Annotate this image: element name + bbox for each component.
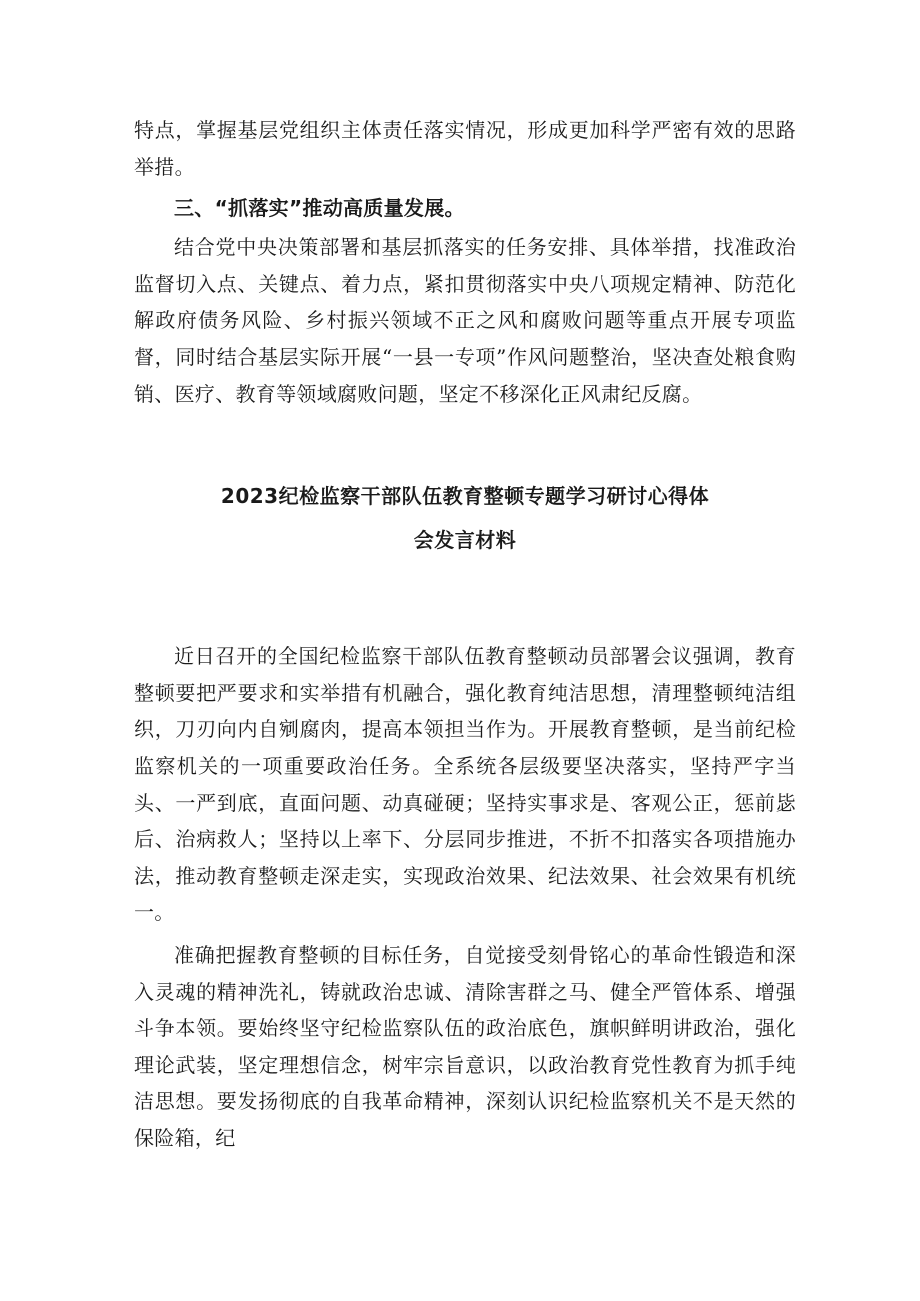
document-title — [134, 474, 796, 562]
document-title-line-1: 2023纪检监察干部队伍教育整顿专题学习研讨心得体 — [220, 484, 710, 509]
section-paragraph: 结合党中央决策部署和基层抓落实的任务安排、具体举措，找准政治监督切入点、关键点、着力点，紧扣贯彻落实中央八项规定精神、防范化解政府债务风险、乡村振兴领域不正之风和腐败问题等重点开展专项监督，同时结合基层实际开展“一县一专项”作风问题整治，坚决查处粮食购销、医疗、教育等领域腐败问题，坚定不移深化正风肃纪反腐。 — [134, 235, 796, 406]
continued-paragraph: 特点，掌握基层党组织主体责任落实情况，形成更加科学严密有效的思路举措。 — [134, 118, 796, 179]
body-paragraph-1: 近日召开的全国纪检监察干部队伍教育整顿动员部署会议强调，教育整顿要把严要求和实举措有机融合，强化教育纯洁思想，清理整顿纯洁组织，刀刃向内自剜腐肉，提高本领担当作为。开展教育整顿，是当前纪检监察机关的一项重要政治任务。全系统各层级要坚决落实，坚持严字当头、一严到底，直面问题、动真碰硬；坚持实事求是、客观公正，惩前毖后、治病救人；坚持以上率下、分层同步推进，不折不扣落实各项措施办法，推动教育整顿走深走实，实现政治效果、纪法效果、社会效果有机统一。 — [134, 644, 796, 925]
document-title-line-2: 会发言材料 — [413, 528, 517, 553]
section-heading: 三、“抓落实”推动高质量发展。 — [174, 196, 465, 221]
body-paragraph-2: 准确把握教育整顿的目标任务，自觉接受刻骨铭心的革命性锻造和深入灵魂的精神洗礼，铸就政治忠诚、清除害群之马、健全严管体系、增强斗争本领。要始终坚守纪检监察队伍的政治底色，旗帜鲜明讲政治，强化理论武装，坚定理想信念，树牢宗旨意识，以政治教育党性教育为抓手纯洁思想。要发扬彻底的自我革命精神，深刻认识纪检监察机关不是天然的保险箱，纪 — [134, 942, 796, 1150]
document-body — [134, 112, 796, 1162]
